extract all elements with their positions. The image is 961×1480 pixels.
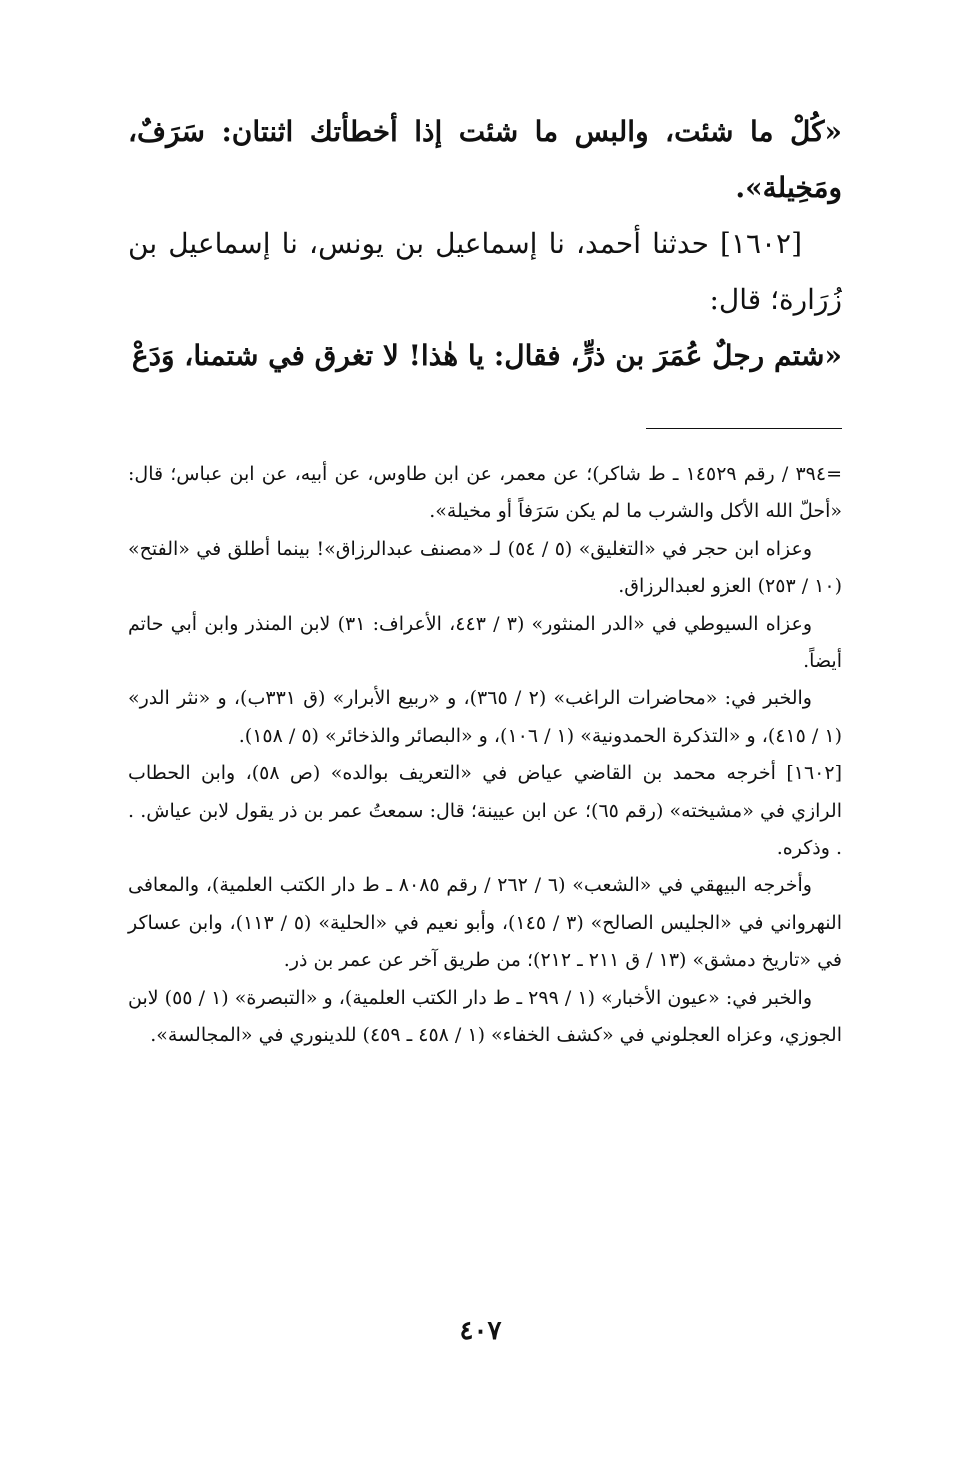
footnote-separator-rule bbox=[646, 428, 842, 429]
hadith-1601-end: «كُلْ ما شئت، والبس ما شئت إذا أخطأتك اثنتان: سَرَفٌ، ومَخِيلة». bbox=[128, 115, 842, 204]
footnote-paragraph: وعزاه ابن حجر في «التغليق» (٥ / ٥٤) لـ «مصنف عبدالرزاق»! بينما أطلق في «الفتح» (١٠ / ٢٥٣) العزو لعبدالرزاق. bbox=[128, 537, 842, 598]
footnote-paragraph: وأخرجه البيهقي في «الشعب» (٦ / ٢٦٢ / رقم ٨٠٨٥ ـ ط دار الكتب العلمية)، والمعافى النهرواني في «الجليس الصالح» (٣ / ١٤٥)، وأبو نعيم في «الحلية» (٥ / ١١٣)، وابن عساكر في «تاريخ دمشق» (١٣ / ق ٢١١ ـ ٢١٢)؛ من طريق آخر عن عمر بن ذر. bbox=[128, 874, 843, 972]
hadith-1602-matn: «شتم رجلٌ عُمَرَ بن ذرٍّ، فقال: يا هٰذا! لا تغرق في شتمنا، وَدَعْ bbox=[131, 339, 842, 372]
footnote-1602: [١٦٠٢] أخرجه محمد بن القاضي عياض في «التعريف بوالده» (ص ٥٨)، وابن الحطاب الرازي في «مشيخته» (رقم ٦٥)؛ عن ابن عيينة؛ قال: سمعتُ عمر بن ذر يقول لابن عياش. . . وذكره. bbox=[128, 762, 842, 860]
footnote-continuation: =٣٩٤ / رقم ١٤٥٢٩ ـ ط شاكر)؛ عن معمر، عن ابن طاوس، عن أبيه، عن ابن عباس؛ قال: «أحلّ الله الأكل والشرب ما لم يكن سَرَفاً أو مخيلة». bbox=[128, 463, 842, 523]
footnote-paragraph: والخبر في: «محاضرات الراغب» (٢ / ٣٦٥)، و «ربيع الأبرار» (ق ٣٣١ب)، و «نثر الدر» (١ / ٤١٥)، و «التذكرة الحمدونية» (١ / ١٠٦)، و «البصائر والذخائر» (٥ / ١٥٨). bbox=[128, 687, 842, 747]
main-text-block bbox=[128, 104, 842, 384]
footnote-paragraph: وعزاه السيوطي في «الدر المنثور» (٣ / ٤٤٣، الأعراف: ٣١) لابن المنذر وابن أبي حاتم أيضاً. bbox=[128, 612, 842, 673]
hadith-1602-isnad: [١٦٠٢] حدثنا أحمد، نا إسماعيل بن يونس، نا إسماعيل بن زُرَارة؛ قال: bbox=[128, 227, 842, 316]
footnote-paragraph: والخبر في: «عيون الأخبار» (١ / ٢٩٩ ـ ط دار الكتب العلمية)، و «التبصرة» (١ / ٥٥) لابن الجوزي، وعزاه العجلوني في «كشف الخفاء» (١ / ٤٥٨ ـ ٤٥٩) للدينوري في «المجالسة». bbox=[128, 986, 842, 1047]
footnotes-block bbox=[128, 456, 842, 1055]
page-number: ٤٠٧ bbox=[459, 1316, 502, 1346]
